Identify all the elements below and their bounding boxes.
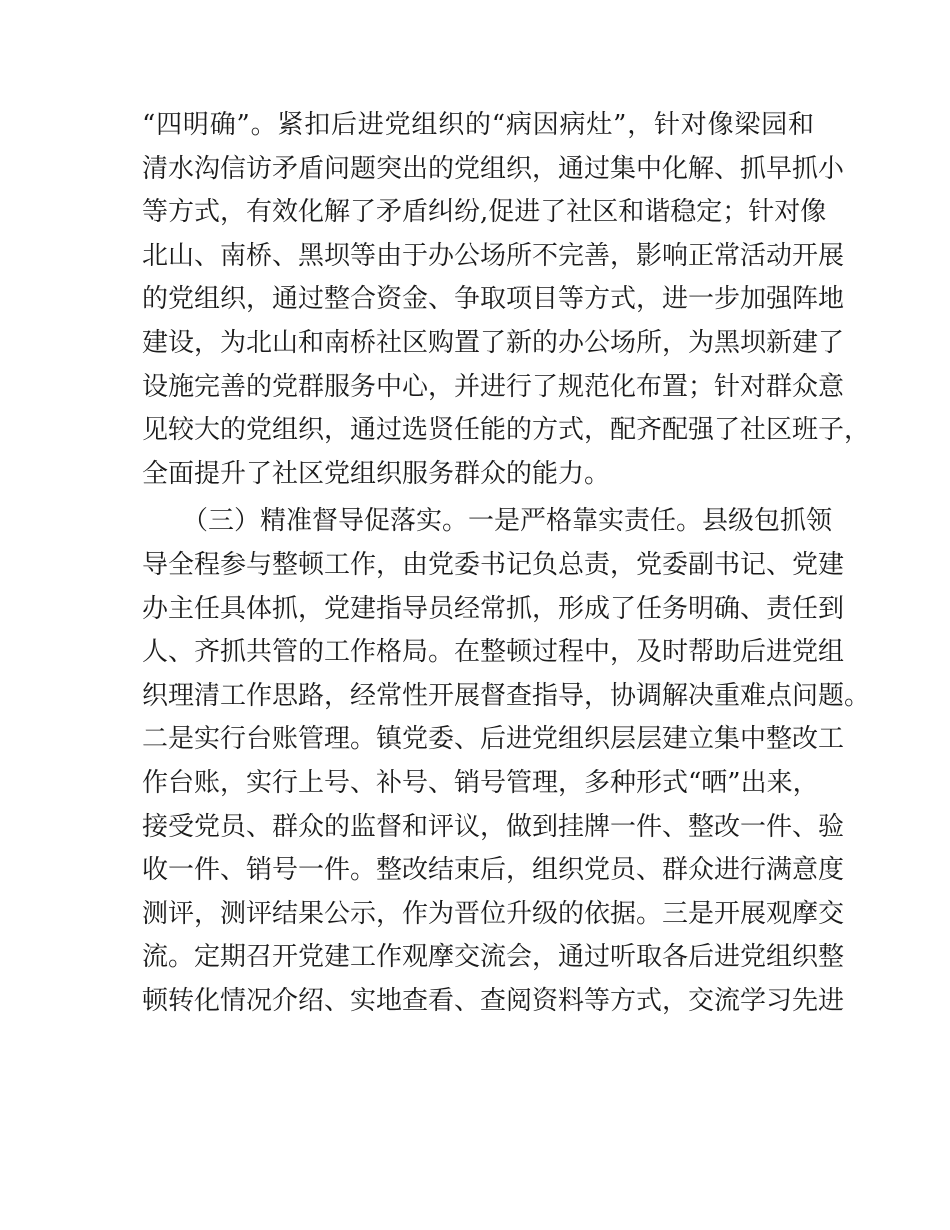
text-line: 建设，为北山和南桥社区购置了新的办公场所，为黑坝新建了	[142, 327, 845, 358]
text-line: 织理清工作思路，经常性开展督查指导，协调解决重难点问题。	[142, 680, 871, 711]
text-line: 测评，测评结果公示，作为晋位升级的依据。三是开展观摩交	[142, 898, 845, 929]
text-line: 顿转化情况介绍、实地查看、查阅资料等方式，交流学习先进	[142, 985, 845, 1016]
text-line: 办主任具体抓，党建指导员经常抓，形成了任务明确、责任到	[142, 593, 845, 624]
text-line: 的党组织，通过整合资金、争取项目等方式，进一步加强阵地	[142, 284, 845, 315]
text-line: 流。定期召开党建工作观摩交流会，通过听取各后进党组织整	[142, 942, 845, 973]
text-line: 等方式，有效化解了矛盾纠纷,促进了社区和谐稳定；针对像	[142, 197, 827, 228]
text-line: 作台账，实行上号、补号、销号管理，多种形式“晒”出来，	[142, 767, 819, 798]
body-text	[142, 104, 871, 1023]
text-line: 见较大的党组织，通过选贤任能的方式，配齐配强了社区班子，	[142, 415, 871, 446]
text-line: “四明确”。紧扣后进党组织的“病因病灶”，针对像梁园和	[142, 110, 814, 140]
text-line: 导全程参与整顿工作，由党委书记负总责，党委副书记、党建	[142, 549, 845, 580]
text-line: 全面提升了社区党组织服务群众的能力。	[142, 458, 611, 489]
paragraph-1	[142, 104, 871, 496]
text-line: （三）精准督导促落实。一是严格靠实责任。县级包抓领	[182, 506, 833, 537]
text-line: 北山、南桥、黑坝等由于办公场所不完善，影响正常活动开展	[142, 240, 845, 271]
text-line: 二是实行台账管理。镇党委、后进党组织层层建立集中整改工	[142, 724, 845, 755]
text-line: 收一件、销号一件。整改结束后，组织党员、群众进行满意度	[142, 855, 845, 886]
text-line: 接受党员、群众的监督和评议，做到挂牌一件、整改一件、验	[142, 811, 845, 842]
text-line: 人、齐抓共管的工作格局。在整顿过程中，及时帮助后进党组	[142, 637, 845, 668]
text-line: 清水沟信访矛盾问题突出的党组织，通过集中化解、抓早抓小	[142, 153, 845, 184]
paragraph-2	[142, 500, 871, 1023]
text-line: 设施完善的党群服务中心，并进行了规范化布置；针对群众意	[142, 371, 845, 402]
